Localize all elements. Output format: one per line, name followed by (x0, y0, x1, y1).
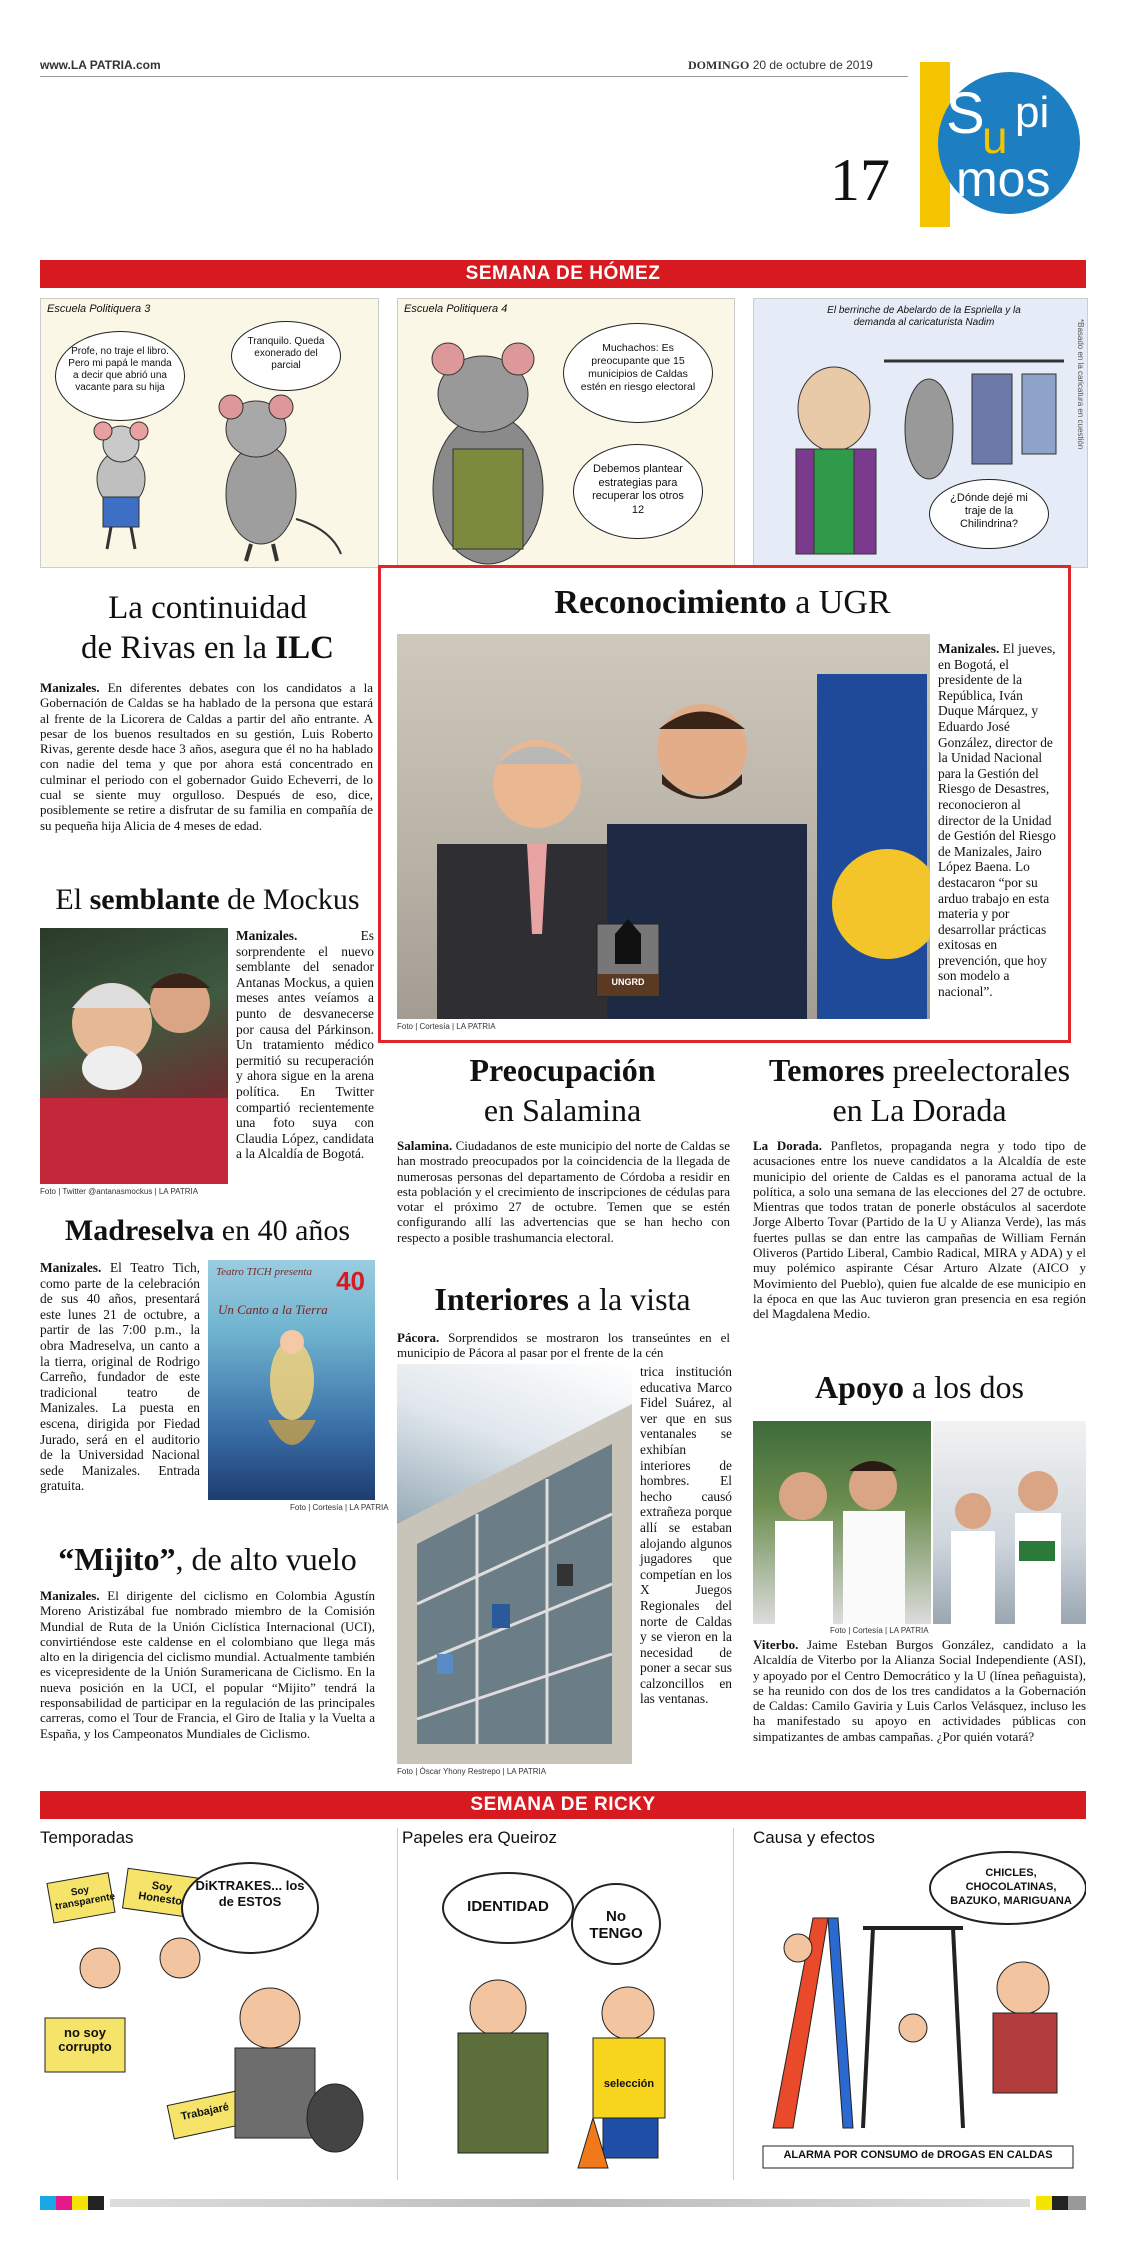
photo-credit: Foto | Twitter @antanasmockus | LA PATRIA (40, 1187, 199, 1196)
speech-bubble: CHICLES, CHOCOLATINAS, BAZUKO, MARIGUANA (950, 1867, 1072, 1907)
speech-bubble: DiKTRAKES... los de ESTOS (195, 1878, 305, 1909)
plaque-label: UNGRD (611, 977, 645, 987)
mijito-headline: “Mijito”, de alto vuelo (58, 1541, 357, 1577)
speech-bubble: Debemos plantear estrategias para recuperar los otros 12 (573, 444, 703, 539)
salamina-article (397, 1138, 730, 1245)
color-swatch-cyan (40, 2196, 56, 2210)
ugr-photo (397, 634, 930, 1019)
speech-bubble: Tranquilo. Queda exonerado del parcial (231, 321, 341, 391)
photo-credit: Foto | Cortesía | LA PATRIA (397, 1022, 496, 1031)
poster-title: Un Canto a la Tierra (218, 1302, 328, 1317)
ilc-article (40, 680, 373, 833)
speech-bubble: IDENTIDAD (467, 1898, 549, 1915)
sign-text: Trabajaré (179, 2101, 231, 2123)
sign-text: no soy corrupto (58, 2025, 112, 2054)
banner-text: ALARMA POR CONSUMO de DROGAS EN CALDAS (783, 2149, 1053, 2161)
madreselva-headline: Madreselva en 40 años (64, 1214, 351, 1247)
article-body: trica institución educativa Marco Fidel Suárez, al ver que en sus ventanales se exhibían interiores de hombres. El hecho causó extrañeza porque allí se estaban alojando algunos jugadores que competían en los X Juegos Regionales del norte de Caldas y se vieron en la necesidad de poner a secar sus calzoncillos en las ventanas. (640, 1364, 732, 1707)
color-swatch-gray-r (1068, 2196, 1086, 2210)
cartoon-abelardo (753, 298, 1088, 568)
ilc-headline-line2: de Rivas en la ILC (81, 630, 334, 666)
rats-illustration (41, 299, 378, 567)
article-body: El Teatro Tich, como parte de la celebración de sus 40 años, presentará este lunes 21 de octubre, a partir de las 7:00 p.m., la obra Madreselva, un canto a la tierra, original de Rodrigo Carreño, fundador de este tradicional teatro de Manizales. La puesta en escena, dirigida por Fiedad Jurado, será en el auditorio de la Universidad Nacional sede Manizales. Entrada gratuita. (40, 1260, 200, 1494)
interiores-photo-building (397, 1364, 632, 1764)
ugr-article (938, 641, 1056, 1000)
mockus-article (236, 928, 374, 1162)
salamina-headline: Preocupación en Salamina (469, 1052, 656, 1128)
article-body: Ciudadanos de este municipio del norte de Caldas se han mostrado preocupados por la coincidencia de la llegada de numerosas personas del departamento de Córdoba a residir en esta población y el crecimiento de inscripciones de cédulas para votar el próximo 27 de octubre. Temen que se estén configurando allí las advertencias que se han hecho con respecto a posible trashumancia electoral. (397, 1138, 730, 1245)
papeles-illustration (398, 1828, 733, 2180)
color-swatch-black-r (1052, 2196, 1068, 2210)
cartoon-escuela-3 (40, 298, 379, 568)
poster-number: 40 (336, 1266, 365, 1296)
cartoon-caption: Causa y efectos (753, 1828, 875, 1847)
dateline: Salamina. (397, 1138, 453, 1153)
article-body: Es sorprendente el nuevo semblante del senador Antanas Mockus, a quien meses antes veíamos a punto de desvanecerse por causa del Párkinson. Un tratamiento médico permitió su recuperación y ahora sigue en la arena política. En Twitter compartió recientemente una foto suya con Claudia López, candidata a la Alcaldía de Bogotá. (236, 928, 374, 1162)
apoyo-photo-right-figures (933, 1421, 1086, 1624)
photo-credit: Foto | Cortesía | LA PATRIA (830, 1626, 929, 1635)
color-swatch-yellow (72, 2196, 88, 2210)
sign-text: Soy Honesto (137, 1879, 183, 1908)
poster-figure (208, 1260, 375, 1500)
photo-credit: Foto | Cortesía | LA PATRIA (290, 1503, 389, 1512)
mockus-headline: El semblante de Mockus (55, 883, 360, 916)
ugr-photo-figures (397, 634, 930, 1019)
ilc-headline (40, 588, 375, 668)
mockus-photo (40, 928, 228, 1184)
apoyo-photo-right (933, 1421, 1086, 1624)
gray-ramp (110, 2199, 1030, 2207)
masthead-date (688, 58, 873, 73)
cartoon-causa-efectos (753, 1828, 1086, 2180)
cartoon-papeles-queiroz (397, 1828, 734, 2180)
article-body: Panfletos, propaganda negra y todo tipo de acusaciones entre los nueve candidatos a la Alcaldía de este municipio del oriente de Caldas es el panorama actual de la política, a solo una semana de las elecciones del 27 de octubre. Mientras que todos tratan de ponerle obstáculos al sacerdote Jorge Alberto Tovar (Partido de la U y Alianza Verde), las más fuertes pullas se dan entre las campañas de William Fernán Oliveros (Partido Liberal, Cambio Radical, MIRA y ADA) y el muy polémico aspirante César Arturo Alzate (AICO y Movimiento del Pueblo), quien fue alcalde de ese municipio en la época en que las Auc tuvieron gran presencia en esa región del Magdalena Medio. (753, 1138, 1087, 1322)
mijito-article (40, 1588, 375, 1741)
banner-semana-homez: SEMANA DE HÓMEZ (40, 260, 1086, 288)
interiores-article-top (397, 1330, 730, 1361)
article-body: El dirigente del ciclismo en Colombia Agustín Moreno Aristizábal fue nombrado miembro de la Comisión Mundial de Ruta de la Unión Ciclística Internacional (UCI), convirtiéndose este caldense en el colombiano que llega más alto en la dirigencia del ciclismo mundial. Actualmente también es vicepresidente de la Unión Suramericana de Ciclismo. En la nueva posición en la UCI, el popular “Mijito” tendrá la responsabilidad de participar en la regulación de las principales carreras, como el Tour de Francia, el Giro de Italia y la Vuelta a España, y los Campeonatos Mundiales de Ciclismo. (40, 1588, 375, 1741)
logo-text-mos: mos (956, 151, 1051, 207)
color-swatch-black (88, 2196, 104, 2210)
mockus-photo-figures (40, 928, 228, 1184)
dateline: Manizales. (40, 1260, 102, 1275)
cartoon-escuela-4 (397, 298, 735, 568)
site-url[interactable]: www.LA PATRIA.com (40, 58, 161, 72)
speech-bubble: No TENGO (589, 1908, 643, 1942)
apoyo-article (753, 1637, 1086, 1744)
dateline: Pácora. (397, 1330, 440, 1345)
speech-bubble: ¿Dónde dejé mi traje de la Chilindrina? (929, 479, 1049, 549)
temores-headline: Temores preelectorales en La Dorada (768, 1052, 1071, 1128)
article-body: Jaime Esteban Burgos González, candidato a la Alcaldía de Viterbo por la Alianza Social Independiente (ASI), y apoyado por el Centro Democrático y la U (línea peñaguista), se ha reunido con dos de los tres candidatos a la Gobernación de Caldas: Camilo Gaviria y Luis Carlos Velásquez, incluso les ha manifestado su apoyo en actividades públicas con simpatizantes de ambas campañas. ¿Por quién votará? (753, 1637, 1086, 1744)
dateline: Manizales. (40, 680, 100, 695)
banner-semana-ricky: SEMANA DE RICKY (40, 1791, 1086, 1819)
color-swatch-yellow-r (1036, 2196, 1052, 2210)
temores-article (753, 1138, 1086, 1322)
side-note: *Basado en la caricatura en cuestión (1076, 319, 1085, 450)
cartoon-caption: El berrinche de Abelardo de la Espriella y la demanda al caricaturista Nadim (827, 305, 1021, 328)
article-body: Sorprendidos se mostraron los transeúntes en el municipio de Pácora al pasar por el frente de la cén (397, 1330, 730, 1361)
logo-text-u: u (982, 111, 1008, 163)
interiores-photo (397, 1364, 632, 1764)
dateline: Manizales. (40, 1588, 100, 1603)
ilc-headline-line1: La continuidad (108, 590, 307, 626)
madreselva-poster (208, 1260, 375, 1500)
page-number: 17 (830, 147, 890, 213)
dateline: Manizales. (236, 928, 298, 943)
dateline: La Dorada. (753, 1138, 822, 1153)
speech-bubble: Muchachos: Es preocupante que 15 municipios de Caldas estén en riesgo electoral (563, 323, 713, 423)
cartoon-caption: Escuela Politiquera 4 (404, 303, 508, 315)
interiores-headline: Interiores a la vista (434, 1281, 691, 1317)
photo-credit: Foto | Óscar Yhony Restrepo | LA PATRIA (397, 1767, 547, 1776)
shirt-text: selección (603, 2078, 655, 2090)
masthead-rule (40, 76, 908, 77)
logo-text-pi: pi (1015, 88, 1050, 137)
apoyo-headline: Apoyo a los dos (815, 1369, 1024, 1405)
apoyo-photo-left-figures (753, 1421, 931, 1624)
ugr-headline: Reconocimiento a UGR (554, 584, 891, 621)
apoyo-photo-left (753, 1421, 931, 1624)
article-body: En diferentes debates con los candidatos a la Gobernación de Caldas se ha hablado de la persona que estará al frente de la Licorera de Caldas a partir del año entrante. A pesar de los buenos resultados en su gestión, Luis Roberto Rivas, gerente desde hace 3 años, asegura que él no ha hablado con nadie del tema y que por ahora está concentrado en culminar el periodo con el gobernador Guido Echeverri, de lo cual se siente muy orgulloso. Después de eso, dice, posiblemente se retire a disfrutar de su familia en compañía de su pequeña hija Alicia de 4 meses de edad. (40, 680, 373, 833)
logo-text-s: S (946, 81, 985, 146)
sign-text: Soy transparente (54, 1884, 116, 1913)
dateline: Manizales. (938, 641, 1000, 656)
interiores-article-col (640, 1364, 732, 1707)
date-label: 20 de octubre de 2019 (752, 58, 873, 72)
madreselva-article (40, 1260, 200, 1494)
poster-top: Teatro TICH presenta (216, 1266, 312, 1278)
section-logo (920, 62, 1085, 227)
dateline: Viterbo. (753, 1637, 799, 1652)
day-label: DOMINGO (688, 58, 750, 72)
print-color-bar (40, 2196, 1086, 2210)
cartoon-caption: Temporadas (40, 1828, 134, 1847)
speech-bubble: Profe, no traje el libro. Pero mi papá le manda a decir que abrió una vacante para su hija (55, 331, 185, 421)
cartoon-caption: Papeles era Queiroz (402, 1828, 557, 1847)
color-swatch-magenta (56, 2196, 72, 2210)
cartoon-temporadas (40, 1828, 375, 2180)
article-body: El jueves, en Bogotá, el presidente de la República, Iván Duque Márquez, y Eduardo José González, director de la Unidad Nacional para la Gestión del Riesgo de Desastres, reconocieron al director de la Unidad de Gestión del Riesgo de Manizales, Jairo López Baena. Lo destacaron “por su arduo trabajo en esta materia y por desarrollar prácticas exitosas en prevención, que hoy son modelo a nacional”. (938, 641, 1056, 1000)
cartoon-caption: Escuela Politiquera 3 (47, 303, 151, 315)
